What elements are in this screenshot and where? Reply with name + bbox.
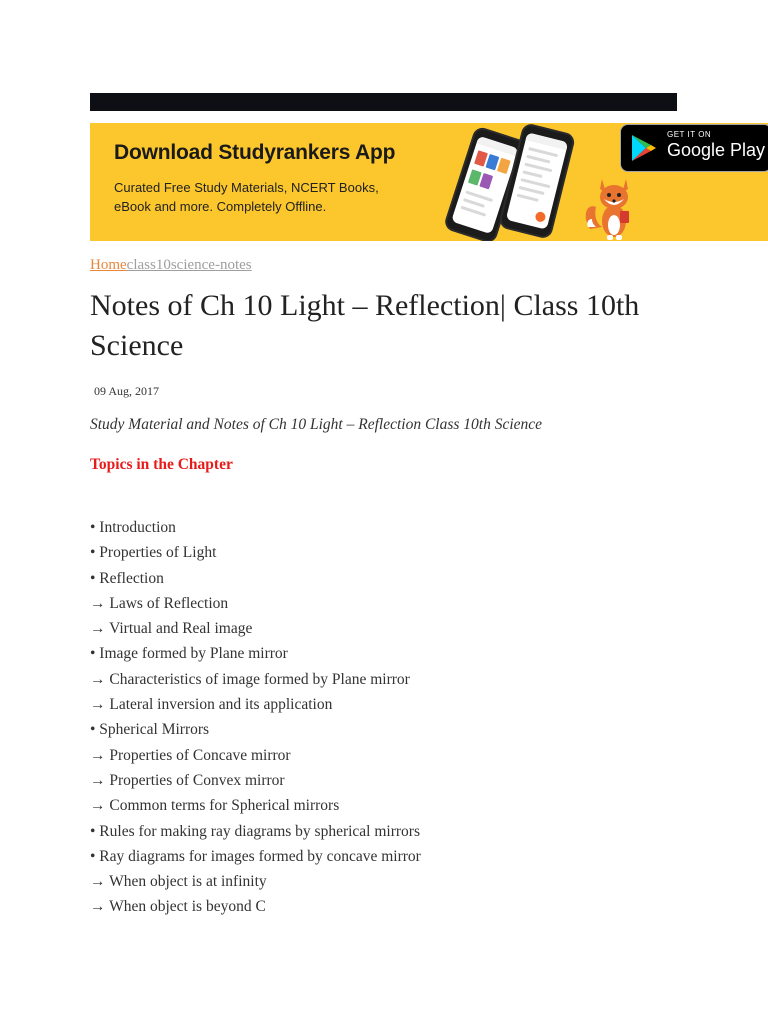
topic-item: → When object is at infinity — [90, 873, 267, 891]
topic-item: • Properties of Light — [90, 544, 217, 562]
topics-list — [90, 515, 421, 920]
breadcrumb-home-link[interactable]: Home — [90, 257, 127, 273]
topic-item: • Introduction — [90, 519, 176, 536]
topic-item: → Common terms for Spherical mirrors — [90, 797, 340, 815]
badge-store-name: Google Play — [667, 140, 766, 160]
topic-item: → Laws of Reflection — [90, 594, 229, 612]
banner-subtitle-line-2: eBook and more. Completely Offline. — [114, 199, 327, 214]
topic-item: → Properties of Concave mirror — [90, 746, 291, 764]
topic-item: • Image formed by Plane mirror — [90, 645, 288, 663]
topic-item: • Rules for making ray diagrams by spherical mirrors — [90, 822, 420, 840]
banner-title: Download Studyrankers App — [114, 141, 396, 164]
top-nav-bar — [90, 93, 677, 111]
breadcrumb — [90, 257, 252, 274]
topic-item: → Properties of Convex mirror — [90, 771, 285, 789]
topic-item: • Ray diagrams for images formed by concave mirror — [90, 847, 421, 865]
banner-subtitle-line-1: Curated Free Study Materials, NCERT Books, — [114, 180, 379, 195]
app-download-banner[interactable] — [90, 123, 768, 241]
page-title: Notes of Ch 10 Light – Reflection| Class 10th Science — [90, 289, 640, 362]
topics-heading: Topics in the Chapter — [90, 456, 233, 473]
google-play-icon — [629, 133, 659, 163]
topic-item: → Lateral inversion and its application — [90, 696, 333, 714]
fox-mascot-icon — [582, 167, 642, 241]
badge-get-it-on: GET IT ON — [667, 130, 712, 139]
topic-item: → When object is beyond C — [90, 898, 266, 916]
google-play-badge[interactable] — [620, 124, 768, 172]
topic-item: → Characteristics of image formed by Plane mirror — [90, 670, 410, 688]
topic-item: → Virtual and Real image — [90, 620, 253, 638]
breadcrumb-section-link[interactable]: class10science-notes — [126, 257, 252, 273]
topic-item: • Reflection — [90, 569, 164, 587]
banner-subtitle — [114, 178, 379, 216]
topic-item: • Spherical Mirrors — [90, 721, 210, 739]
article-subtitle: Study Material and Notes of Ch 10 Light – Reflection Class 10th Science — [90, 416, 543, 433]
post-date: 09 Aug, 2017 — [94, 384, 160, 398]
